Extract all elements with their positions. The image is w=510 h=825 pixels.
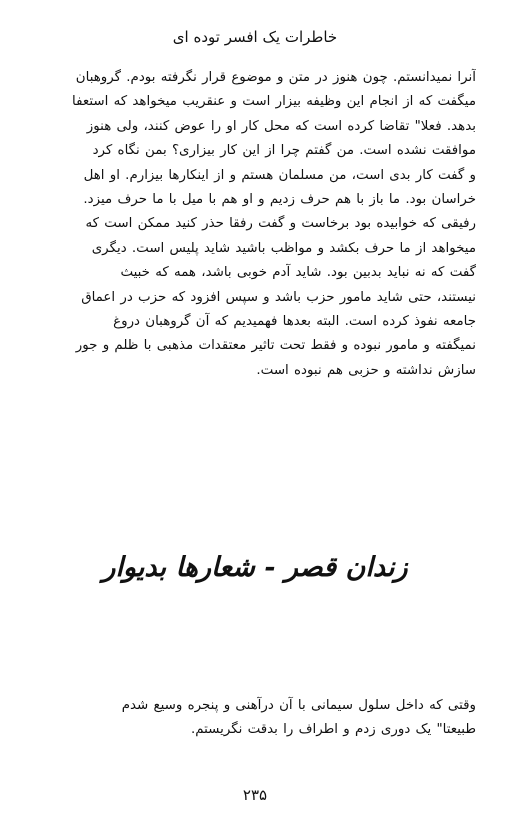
text-line: میگفت که از انجام این وظیفه بیزار است و عنقریب میخواهد که استعفا [72,94,476,110]
text-line: رفیقی که خوابیده بود برخاست و گفت رفقا حذر کنید ممکن است که [85,216,476,232]
running-header: خاطرات یک افسر توده ای [172,28,338,46]
text-line: گفت که نه نباید بدبین بود. شاید آدم خوبی باشد، همه که خبیث [120,265,476,281]
text-line: میخواهد از ما حرف بکشد و مواظب باشید شاید پلیس است. دیگری [91,240,476,256]
text-line: طبیعتا" یک دوری زدم و اطراف را بدقت نگریستم. [190,722,476,738]
paragraph-main [36,66,476,383]
text-line: خراسان بود. ما باز با هم حرف زدیم و او هم با میل با ما حرف میزد. [83,192,476,208]
section-heading: زندان قصر - شعارها بدیوار [102,552,408,583]
text-line: وقتی که داخل سلول سیمانی با آن درآهنی و پنجره وسیع شدم [121,698,476,713]
text-line: بدهد. فعلا" تقاضا کرده است که محل کار او را عوض کنند، ولی هنوز [86,118,476,134]
text-line: سازش نداشته و حزبی هم نبوده است. [256,362,476,378]
text-line: و گفت کار بدی است، من مسلمان هستم و از اینکارها بیزارم. او اهل [83,167,476,183]
text-line: آنرا نمیدانستم. چون هنوز در متن و موضوع قرار نگرفته بودم. گروهبان [75,70,476,85]
paragraph-second [36,694,476,743]
text-line: جامعه نفوذ کرده است. البته بعدها فهمیدیم که آن گروهبان دروغ [113,314,476,330]
text-line: موافقت نشده است. من گفتم چرا از این کار بیزاری؟ بمن نگاه کرد [92,143,476,159]
page-number: ۲۳۵ [242,786,268,804]
text-line: نیستند، حتی شاید مامور حزب باشد و سپس افزود که حزب در اعماق [81,289,476,305]
text-line: نمیگفته و مامور نبوده و فقط تحت تاثیر معتقدات مذهبی با ظلم و جور [75,338,476,354]
